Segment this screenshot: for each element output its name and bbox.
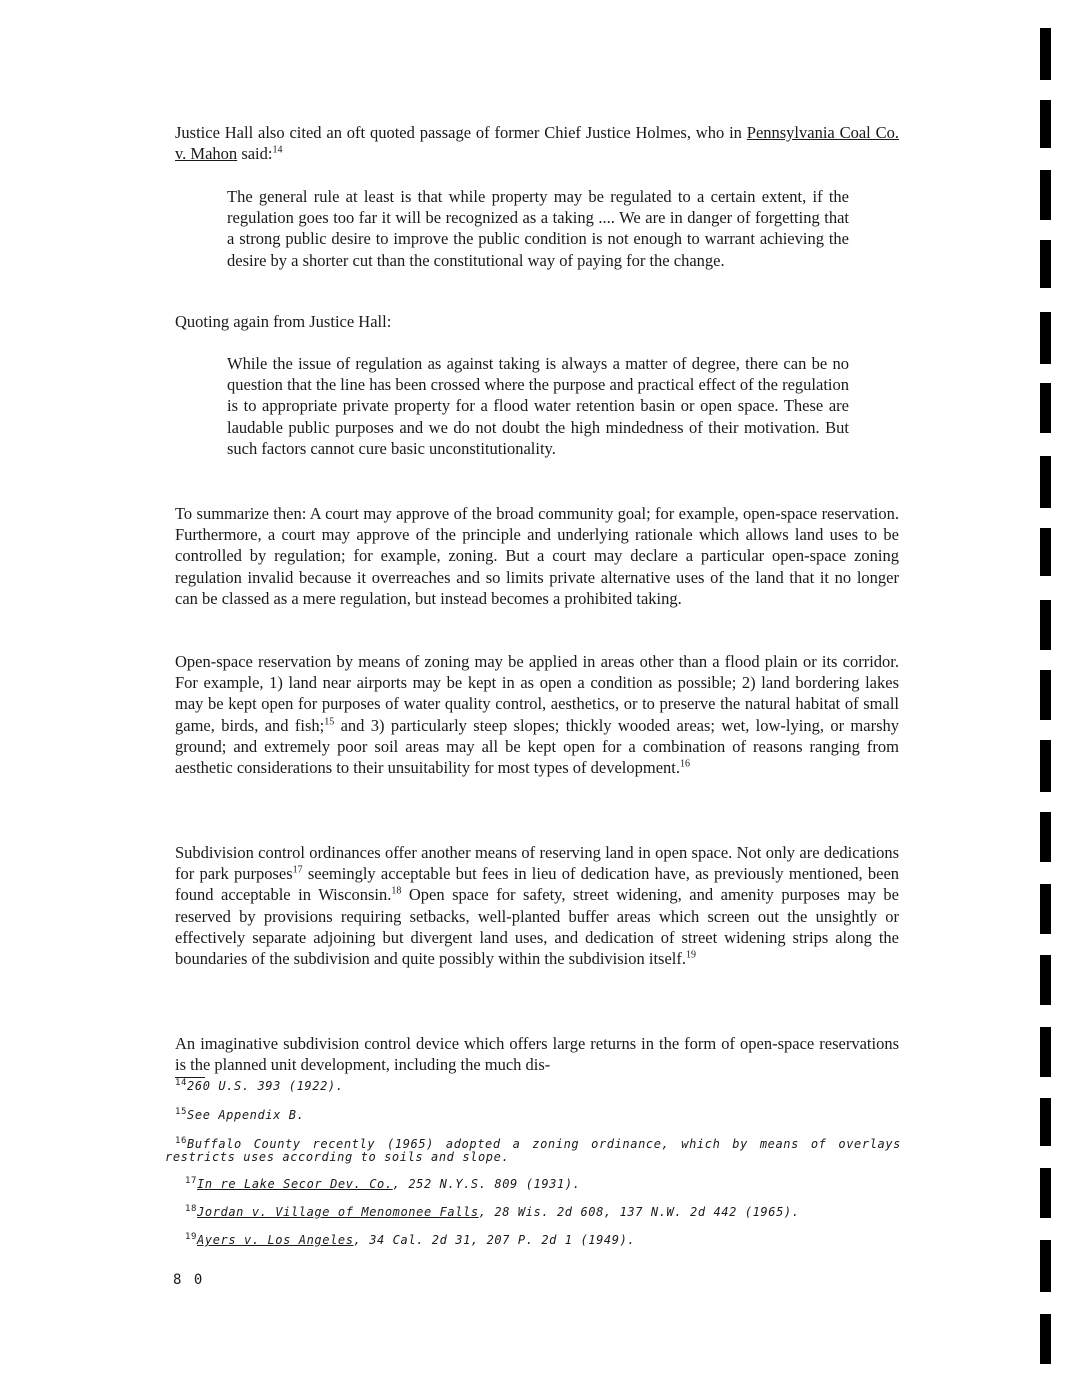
footnote-ref-19: 19 (686, 949, 697, 961)
hall-quote: While the issue of regulation as against taking is always a matter of degree, there can be no question that the line has been crossed where the purpose and practical effect of the regulation is to appropriate private property for a flood water retention basin or open space. These are laudable public purposes and we do not doubt the high mindedness of their motivation. But such factors cannot cure basic unconstitutionality. (227, 354, 849, 458)
subdivision-paragraph (175, 842, 899, 969)
footnote-16 (165, 1138, 901, 1164)
footnote-17-case: In re Lake Secor Dev. Co. (197, 1177, 393, 1191)
page-number: 8 0 (173, 1272, 205, 1288)
openspace-paragraph (175, 651, 899, 778)
footnote-18-rest: , 28 Wis. 2d 608, 137 N.W. 2d 442 (1965). (478, 1205, 800, 1219)
footnote-ref-17: 17 (292, 864, 303, 876)
footnote-14-text: 260 U.S. 393 (1922). (187, 1079, 344, 1093)
margin-mark-17 (1040, 1168, 1051, 1218)
summary-paragraph (175, 503, 899, 609)
margin-mark-16 (1040, 1098, 1051, 1146)
margin-mark-3 (1040, 170, 1051, 220)
subdivision-text-3: Open space for safety, street widening, and amenity purposes may be reserved by provisions requiring setbacks, well-planted buffer areas which screen out the unsightly or effectively separate adjoining but divergent land uses, and dedication of street widening strips along the boundaries of the subdivision and quite possibly within the subdivision itself. (175, 885, 899, 969)
margin-mark-18 (1040, 1240, 1051, 1292)
footnote-16-num: 16 (175, 1136, 188, 1146)
footnote-ref-16: 16 (679, 758, 690, 770)
quoting-again-line (175, 311, 899, 332)
intro-case-name: Pennsylvania Coal Co. v. Mahon (175, 123, 899, 164)
imaginative-text: An imaginative subdivision control device which offers large returns in the form of open-space reservations is the planned unit development, including the much dis- (175, 1034, 899, 1075)
footnote-19-num: 19 (185, 1232, 198, 1242)
footnote-19-case: Ayers v. Los Angeles (197, 1233, 354, 1247)
summary-text: To summarize then: A court may approve of the broad community goal; for example, open-space reservation. Furthermore, a court may approve of the principle and underlying rationale which allows land uses to be controlled by regulation; for example, zoning. But a court may declare a particular open-space zoning regulation invalid because it overreaches and so limits private alternative uses of the land that it no longer can be classed as a mere regulation, but instead becomes a prohibited taking. (175, 504, 899, 608)
subdivision-text-1: Subdivision control ordinances offer another means of reserving land in open space. Not only are dedications for park purposes (175, 843, 899, 884)
intro-text: Justice Hall also cited an oft quoted passage of former Chief Justice Holmes, who in (175, 123, 742, 142)
margin-mark-19 (1040, 1314, 1051, 1364)
footnote-17 (185, 1178, 925, 1191)
margin-mark-12 (1040, 812, 1051, 862)
footnote-17-rest: , 252 N.Y.S. 809 (1931). (392, 1177, 581, 1191)
margin-mark-14 (1040, 955, 1051, 1005)
margin-mark-10 (1040, 670, 1051, 720)
margin-mark-15 (1040, 1027, 1051, 1077)
margin-mark-8 (1040, 528, 1051, 576)
footnote-14 (175, 1080, 915, 1093)
footnote-18-num: 18 (185, 1204, 198, 1214)
margin-mark-4 (1040, 240, 1051, 288)
imaginative-paragraph (175, 1033, 899, 1075)
footnote-ref-15: 15 (324, 716, 335, 728)
footnote-ref-18: 18 (391, 885, 402, 897)
margin-mark-7 (1040, 456, 1051, 508)
footnote-15 (175, 1109, 915, 1122)
openspace-text-1: Open-space reservation by means of zoning may be applied in areas other than a flood plain or its corridor. For example, 1) land near airports may be kept in as open a condition as possible; 2) land bordering lakes may be kept open for purposes of water quality control, aesthetics, or to preserve the natural habitat of small game, birds, and fish; (175, 652, 899, 735)
footnote-16-text: Buffalo County recently (1965) adopted a zoning ordinance, which by means of overlays restricts uses according to soils and slope. (165, 1137, 901, 1164)
footnote-18-case: Jordan v. Village of Menomonee Falls (197, 1205, 479, 1219)
margin-mark-9 (1040, 600, 1051, 650)
footnote-14-num: 14 (175, 1078, 188, 1088)
margin-mark-6 (1040, 383, 1051, 433)
footnote-15-num: 15 (175, 1107, 188, 1117)
footnote-19 (185, 1234, 925, 1247)
subdivision-text-2: seemingly acceptable but fees in lieu of dedication have, as previously mentioned, been found acceptable in Wisconsin. (175, 864, 900, 905)
margin-mark-11 (1040, 740, 1051, 792)
footnote-18 (185, 1206, 925, 1219)
intro-said: said: (237, 144, 273, 164)
footnote-ref-14: 14 (272, 144, 283, 156)
margin-mark-1 (1040, 28, 1051, 80)
quoting-again-text: Quoting again from Justice Hall: (175, 312, 392, 331)
openspace-text-2: and 3) particularly steep slopes; thickly wooded areas; wet, low-lying, or marshy ground; and extremely poor soil areas may all be kept open for a combination of reasons ranging from aesthetic considerations to their unsuitability for most types of development. (175, 715, 900, 778)
intro-paragraph (175, 122, 899, 164)
footnote-17-num: 17 (185, 1176, 198, 1186)
margin-mark-2 (1040, 100, 1051, 148)
footnote-19-rest: , 34 Cal. 2d 31, 207 P. 2d 1 (1949). (353, 1233, 636, 1247)
holmes-quote: The general rule at least is that while property may be regulated to a certain extent, if the regulation goes too far it will be recognized as a taking .... We are in danger of forgetting that a strong public desire to improve the public condition is not enough to warrant achieving the desire by a shorter cut than the constitutional way of paying for the change. (227, 187, 849, 270)
footnote-15-text: See Appendix B. (187, 1108, 305, 1122)
margin-mark-13 (1040, 884, 1051, 934)
margin-mark-5 (1040, 312, 1051, 364)
